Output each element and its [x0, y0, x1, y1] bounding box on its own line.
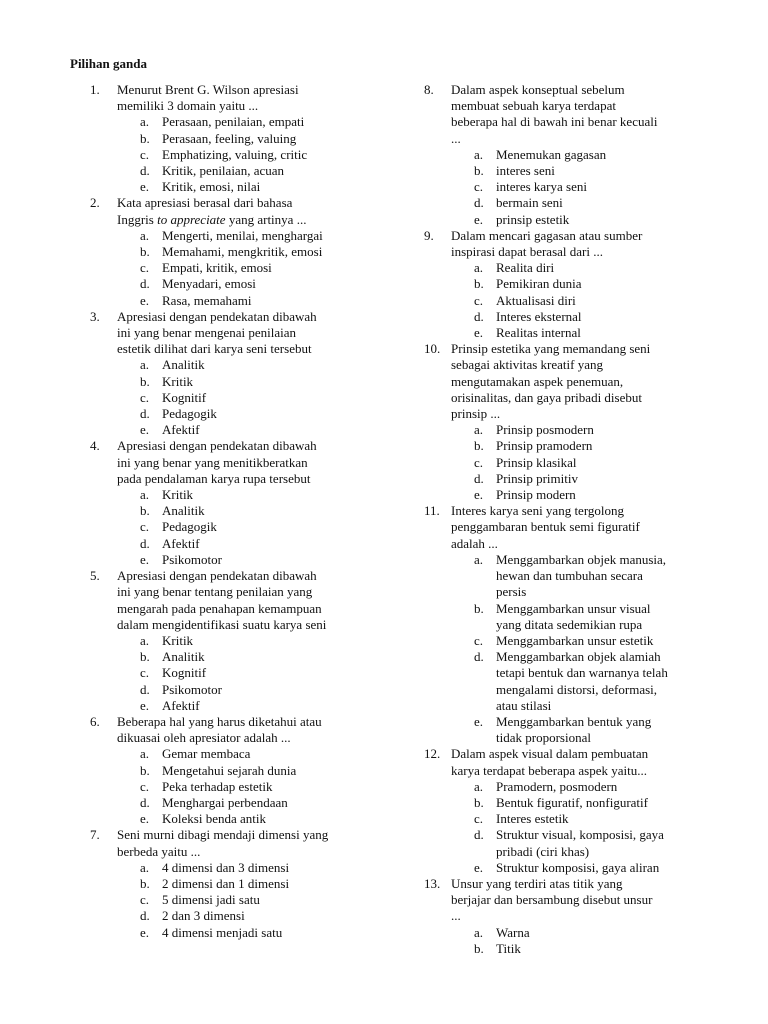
option-text: Pedagogik: [162, 406, 217, 422]
option-text: bermain seni: [496, 195, 563, 211]
option-letter: c.: [474, 292, 484, 308]
option-b: [424, 941, 714, 957]
option-e: [90, 811, 370, 827]
option-b: [90, 763, 370, 779]
option-e: [90, 698, 370, 714]
option-letter: d.: [140, 406, 150, 422]
option-list: [90, 114, 370, 195]
option-d: [424, 195, 714, 211]
option-letter: b.: [474, 600, 484, 616]
option-text: Analitik: [162, 649, 205, 665]
option-text: Menggambarkan objek manusia, hewan dan tumbuhan secara persis: [496, 551, 667, 600]
option-letter: b.: [474, 276, 484, 292]
option-text: Afektif: [162, 422, 200, 438]
option-b: [424, 438, 714, 454]
option-text: Psikomotor: [162, 681, 222, 697]
option-text: prinsip estetik: [496, 211, 570, 227]
option-letter: a.: [474, 260, 484, 276]
option-letter: d.: [474, 649, 484, 665]
option-b: [90, 649, 370, 665]
question-number: 4.: [90, 438, 100, 454]
question-number: 6.: [90, 713, 100, 729]
question-text: Beberapa hal yang harus diketahui atau dikuasai oleh apresiator adalah ...: [117, 713, 322, 746]
question-2: [90, 195, 370, 308]
option-e: [90, 552, 370, 568]
question-5: [90, 568, 370, 714]
question-text: Menurut Brent G. Wilson apresiasi memiliki 3 domain yaitu ...: [117, 82, 299, 114]
option-text: Aktualisasi diri: [496, 292, 576, 308]
option-d: [424, 309, 714, 325]
option-letter: e.: [474, 859, 484, 875]
question-number: 10.: [424, 341, 441, 357]
option-c: [90, 779, 370, 795]
question-text-before: Kata apresiasi berasal dari bahasa Inggris: [117, 195, 293, 227]
option-text: Gemar membaca: [162, 746, 251, 762]
question-text: [117, 195, 370, 227]
option-text: 2 dimensi dan 1 dimensi: [162, 875, 290, 891]
option-text: 2 dan 3 dimensi: [162, 908, 245, 924]
option-d: [90, 795, 370, 811]
option-text: Interes estetik: [496, 811, 569, 827]
option-a: [424, 552, 714, 601]
question-number: 9.: [424, 227, 434, 243]
option-letter: e.: [140, 697, 150, 713]
option-text: Prinsip modern: [496, 487, 576, 503]
option-list: [424, 422, 714, 503]
option-list: [90, 228, 370, 309]
question-number: 13.: [424, 875, 441, 891]
option-letter: d.: [140, 794, 150, 810]
option-text: Prinsip primitiv: [496, 470, 578, 486]
option-text: Realita diri: [496, 260, 555, 276]
option-letter: c.: [474, 454, 484, 470]
option-b: [424, 163, 714, 179]
option-letter: a.: [140, 746, 150, 762]
question-number: 2.: [90, 195, 100, 211]
option-d: [90, 406, 370, 422]
question-4: [90, 438, 370, 568]
option-b: [424, 795, 714, 811]
option-c: [424, 455, 714, 471]
option-text: Perasaan, feeling, valuing: [162, 130, 297, 146]
option-text: interes karya seni: [496, 179, 587, 195]
option-c: [90, 260, 370, 276]
page-title: Pilihan ganda: [70, 56, 147, 71]
option-a: [424, 925, 714, 941]
option-d: [90, 163, 370, 179]
option-letter: d.: [140, 163, 150, 179]
option-letter: d.: [474, 827, 484, 843]
option-e: [424, 487, 714, 503]
question-text: Interes karya seni yang tergolong penggambaran bentuk semi figuratif adalah ...: [451, 503, 640, 551]
option-text: Analitik: [162, 357, 205, 373]
option-d: [90, 276, 370, 292]
option-text: Analitik: [162, 503, 205, 519]
option-letter: b.: [474, 163, 484, 179]
question-8: [424, 82, 714, 228]
option-a: [90, 860, 370, 876]
option-a: [90, 633, 370, 649]
question-number: 1.: [90, 82, 100, 97]
option-list: [424, 779, 714, 876]
option-letter: c.: [140, 519, 150, 535]
option-c: [424, 179, 714, 195]
option-letter: c.: [140, 146, 150, 162]
option-text: Bentuk figuratif, nonfiguratif: [496, 794, 648, 810]
question-6: [90, 714, 370, 827]
option-c: [90, 665, 370, 681]
question-number: 11.: [424, 503, 440, 519]
option-text: 5 dimensi jadi satu: [162, 892, 260, 908]
option-text: Kritik: [162, 632, 194, 648]
option-e: [90, 422, 370, 438]
option-letter: d.: [474, 470, 484, 486]
option-e: [90, 293, 370, 309]
option-e: [424, 860, 714, 876]
option-letter: a.: [140, 357, 150, 373]
option-list: [90, 746, 370, 827]
option-letter: a.: [474, 422, 484, 438]
option-letter: a.: [140, 859, 150, 875]
question-text: Apresiasi dengan pendekatan dibawah ini yang benar yang menitikberatkan pada pendalaman karya rupa tersebut: [117, 438, 317, 486]
option-letter: a.: [474, 146, 484, 162]
option-c: [424, 293, 714, 309]
option-letter: c.: [140, 892, 150, 908]
option-letter: e.: [474, 487, 484, 503]
option-text: Menggambarkan unsur visual yang ditata sedemikian rupa: [496, 600, 651, 632]
option-a: [424, 422, 714, 438]
option-text: Menyadari, emosi: [162, 276, 256, 292]
question-number: 5.: [90, 568, 100, 584]
question-text-italic: to appreciate: [157, 211, 226, 227]
option-letter: b.: [474, 794, 484, 810]
question-text: Dalam aspek visual dalam pembuatan karya terdapat beberapa aspek yaitu...: [451, 746, 649, 778]
option-e: [90, 179, 370, 195]
option-letter: d.: [474, 308, 484, 324]
option-letter: c.: [140, 778, 150, 794]
option-letter: c.: [474, 811, 484, 827]
option-d: [90, 682, 370, 698]
option-text: Kritik: [162, 373, 194, 389]
option-list: [424, 260, 714, 341]
option-a: [424, 260, 714, 276]
option-text: Rasa, memahami: [162, 292, 252, 308]
option-e: [424, 714, 714, 746]
option-text: 4 dimensi dan 3 dimensi: [162, 859, 290, 875]
option-text: Prinsip klasikal: [496, 454, 577, 470]
option-letter: e.: [140, 551, 150, 567]
question-text: Apresiasi dengan pendekatan dibawah ini yang benar tentang penilaian yang mengarah pada penahapan kemampuan dalam mengidentifikasi suatu karya seni: [117, 568, 327, 632]
question-text: Seni murni dibagi mendaji dimensi yang berbeda yaitu ...: [117, 827, 329, 859]
option-text: Emphatizing, valuing, critic: [162, 146, 308, 162]
option-text: Koleksi benda antik: [162, 811, 266, 827]
question-number: 8.: [424, 82, 434, 97]
option-b: [90, 876, 370, 892]
option-a: [90, 746, 370, 762]
option-letter: a.: [474, 551, 484, 567]
option-letter: c.: [140, 665, 150, 681]
question-number: 3.: [90, 308, 100, 324]
option-text: Realitas internal: [496, 325, 581, 341]
option-text: Menggambarkan bentuk yang tidak proporsional: [496, 713, 652, 746]
option-text: Kritik, emosi, nilai: [162, 179, 261, 195]
option-text: Pedagogik: [162, 519, 217, 535]
option-list: [90, 860, 370, 941]
option-text: Kritik: [162, 487, 194, 503]
option-letter: e.: [140, 811, 150, 827]
option-b: [90, 131, 370, 147]
option-d: [90, 536, 370, 552]
option-letter: a.: [140, 227, 150, 243]
option-letter: b.: [140, 762, 150, 778]
option-letter: d.: [140, 535, 150, 551]
option-text: Prinsip posmodern: [496, 422, 594, 438]
question-13: [424, 876, 714, 957]
question-3: [90, 309, 370, 439]
option-text: Titik: [496, 940, 521, 956]
option-text: Kognitif: [162, 665, 207, 681]
question-1: [90, 82, 370, 195]
option-b: [424, 276, 714, 292]
column-left: [90, 82, 370, 941]
question-text: Apresiasi dengan pendekatan dibawah ini yang benar mengenai penilaian estetik dilihat dari karya seni tersebut: [117, 308, 317, 357]
option-text: Psikomotor: [162, 551, 222, 567]
option-text: Afektif: [162, 535, 200, 551]
option-text: Prinsip pramodern: [496, 438, 593, 454]
option-text: interes seni: [496, 163, 555, 179]
option-d: [90, 908, 370, 924]
option-letter: e.: [474, 211, 484, 227]
option-text: Menggambarkan unsur estetik: [496, 632, 654, 648]
option-d: [424, 471, 714, 487]
question-number: 12.: [424, 746, 441, 762]
option-letter: e.: [140, 422, 150, 438]
option-letter: e.: [474, 713, 484, 729]
option-letter: b.: [474, 940, 484, 956]
option-text: Struktur visual, komposisi, gaya pribadi (ciri khas): [496, 827, 664, 859]
option-letter: d.: [140, 908, 150, 924]
option-letter: b.: [140, 130, 150, 146]
option-a: [424, 779, 714, 795]
option-c: [90, 147, 370, 163]
option-letter: a.: [140, 114, 150, 130]
question-text: Dalam aspek konseptual sebelum membuat sebuah karya terdapat beberapa hal di bawah ini benar kecuali ...: [451, 82, 658, 146]
option-c: [90, 519, 370, 535]
option-text: 4 dimensi menjadi satu: [162, 924, 283, 940]
column-right: [424, 82, 714, 957]
question-7: [90, 827, 370, 940]
option-letter: c.: [474, 632, 484, 648]
option-text: Empati, kritik, emosi: [162, 260, 272, 276]
option-a: [90, 114, 370, 130]
option-e: [424, 212, 714, 228]
question-12: [424, 746, 714, 876]
option-b: [424, 601, 714, 633]
option-letter: c.: [474, 179, 484, 195]
option-b: [90, 244, 370, 260]
option-b: [90, 374, 370, 390]
option-text: Afektif: [162, 697, 200, 713]
option-a: [90, 228, 370, 244]
option-letter: a.: [140, 487, 150, 503]
option-c: [424, 633, 714, 649]
option-a: [90, 487, 370, 503]
question-10: [424, 341, 714, 503]
option-e: [90, 925, 370, 941]
option-letter: a.: [140, 632, 150, 648]
question-9: [424, 228, 714, 341]
option-letter: b.: [474, 438, 484, 454]
option-list: [90, 633, 370, 714]
option-letter: c.: [140, 260, 150, 276]
question-number: 7.: [90, 827, 100, 843]
option-letter: d.: [474, 195, 484, 211]
option-letter: e.: [140, 924, 150, 940]
option-c: [90, 390, 370, 406]
option-letter: c.: [140, 389, 150, 405]
option-letter: b.: [140, 503, 150, 519]
option-d: [424, 649, 714, 714]
option-text: Mengerti, menilai, menghargai: [162, 227, 323, 243]
option-a: [424, 147, 714, 163]
option-text: Pramodern, posmodern: [496, 778, 618, 794]
option-text: Kognitif: [162, 389, 207, 405]
option-letter: d.: [140, 276, 150, 292]
option-list: [424, 552, 714, 746]
option-text: Warna: [496, 924, 530, 940]
option-text: Struktur komposisi, gaya aliran: [496, 859, 660, 875]
option-letter: a.: [474, 778, 484, 794]
option-text: Kritik, penilaian, acuan: [162, 163, 285, 179]
option-text: Menghargai perbendaan: [162, 794, 288, 810]
option-e: [424, 325, 714, 341]
option-letter: b.: [140, 875, 150, 891]
option-text: Menemukan gagasan: [496, 146, 607, 162]
question-text-after: yang artinya ...: [225, 211, 307, 227]
option-letter: e.: [140, 179, 150, 195]
option-list: [90, 487, 370, 568]
question-11: [424, 503, 714, 746]
question-text: Unsur yang terdiri atas titik yang berjajar dan bersambung disebut unsur ...: [451, 875, 653, 924]
option-letter: b.: [140, 649, 150, 665]
option-text: Pemikiran dunia: [496, 276, 582, 292]
option-text: Perasaan, penilaian, empati: [162, 114, 305, 130]
option-d: [424, 827, 714, 859]
option-list: [424, 147, 714, 228]
option-c: [90, 892, 370, 908]
option-b: [90, 503, 370, 519]
option-text: Peka terhadap estetik: [162, 778, 273, 794]
option-text: Mengetahui sejarah dunia: [162, 762, 297, 778]
option-letter: a.: [474, 924, 484, 940]
option-letter: e.: [140, 292, 150, 308]
option-text: Memahami, mengkritik, emosi: [162, 244, 323, 260]
option-letter: e.: [474, 325, 484, 341]
option-letter: d.: [140, 681, 150, 697]
question-text: Prinsip estetika yang memandang seni sebagai aktivitas kreatif yang mengutamakan aspek penemuan, orisinalitas, dan gaya pribadi disebut prinsip ...: [451, 341, 651, 422]
option-text: Menggambarkan objek alamiah tetapi bentuk dan warnanya telah mengalami distorsi, deformasi, atau stilasi: [496, 649, 668, 713]
option-c: [424, 811, 714, 827]
option-list: [424, 925, 714, 957]
option-letter: b.: [140, 373, 150, 389]
option-list: [90, 357, 370, 438]
option-letter: b.: [140, 244, 150, 260]
option-text: Interes eksternal: [496, 308, 582, 324]
question-text: Dalam mencari gagasan atau sumber inspirasi dapat berasal dari ...: [451, 227, 643, 260]
option-a: [90, 357, 370, 373]
